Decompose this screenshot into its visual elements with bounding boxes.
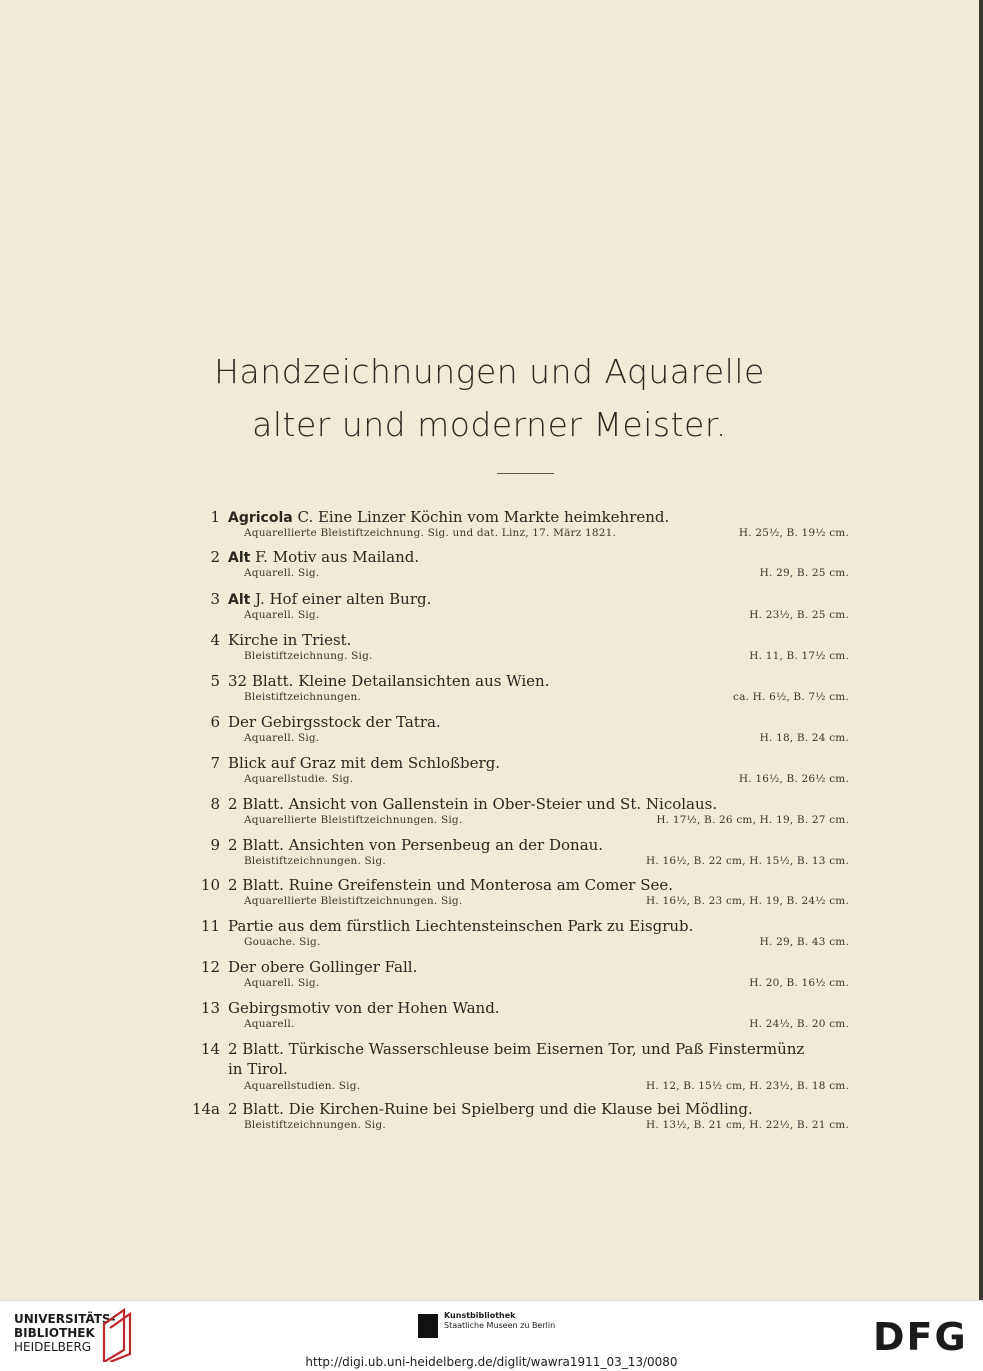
entry-dimensions: H. 18, B. 24 cm. bbox=[759, 732, 849, 744]
ub-logo-line-3: HEIDELBERG bbox=[14, 1340, 92, 1354]
entry-title-text: 2 Blatt. Ruine Greifenstein und Monterosa am Comer See. bbox=[228, 876, 674, 894]
dfg-logo[interactable]: DFG bbox=[873, 1315, 968, 1359]
entry-number: 6 bbox=[210, 713, 220, 731]
entry-title-text: 2 Blatt. Die Kirchen-Ruine bei Spielberg und die Klause bei Mödling. bbox=[228, 1100, 753, 1118]
kunstbibliothek-logo[interactable] bbox=[444, 1311, 555, 1331]
entry-number: 7 bbox=[210, 754, 220, 772]
entry-dimensions: H. 29, B. 25 cm. bbox=[759, 567, 849, 579]
entry-dimensions: H. 16½, B. 23 cm, H. 19, B. 24½ cm. bbox=[646, 895, 849, 907]
entry-title bbox=[228, 508, 669, 526]
entry-description: Aquarell. Sig. bbox=[244, 567, 320, 579]
page-title-line-2: alter und moderner Meister. bbox=[252, 405, 727, 444]
entry-title-text: Der obere Gollinger Fall. bbox=[228, 958, 418, 976]
entry-title bbox=[228, 548, 419, 566]
entry-title bbox=[228, 590, 431, 608]
entry-description: Aquarell. Sig. bbox=[244, 732, 320, 744]
entry-title-text: 2 Blatt. Ansichten von Persenbeug an der Donau. bbox=[228, 836, 604, 854]
entry-title-text: 2 Blatt. Ansicht von Gallenstein in Ober-Steier und St. Nicolaus. bbox=[228, 795, 718, 813]
entry-title bbox=[228, 917, 693, 935]
kb-logo-line-1: Kunstbibliothek bbox=[444, 1311, 516, 1320]
entry-title-text: Der Gebirgsstock der Tatra. bbox=[228, 713, 441, 731]
permalink-url[interactable]: http://digi.ub.uni-heidelberg.de/diglit/wawra1911_03_13/0080 bbox=[305, 1355, 678, 1369]
entry-title bbox=[228, 754, 500, 772]
entry-title-text: C. Eine Linzer Köchin vom Markte heimkehrend. bbox=[292, 508, 670, 526]
entry-number: 9 bbox=[210, 836, 220, 854]
ub-logo-line-2: BIBLIOTHEK bbox=[14, 1326, 95, 1340]
entry-title-text: Partie aus dem fürstlich Liechtensteinschen Park zu Eisgrub. bbox=[228, 917, 694, 935]
ub-logo-line-1: UNIVERSITÄTS- bbox=[14, 1312, 116, 1326]
entry-dimensions: H. 17½, B. 26 cm, H. 19, B. 27 cm. bbox=[656, 814, 849, 826]
entry-description: Bleistiftzeichnungen. Sig. bbox=[244, 855, 386, 867]
entry-dimensions: H. 25½, B. 19½ cm. bbox=[738, 527, 849, 539]
page-edge bbox=[979, 0, 983, 1300]
entry-description: Bleistiftzeichnungen. bbox=[244, 691, 361, 703]
entry-artist: Agricola bbox=[228, 510, 293, 526]
entry-dimensions: ca. H. 6½, B. 7½ cm. bbox=[733, 691, 849, 703]
entry-artist: Alt bbox=[228, 550, 251, 566]
entry-number: 3 bbox=[210, 590, 220, 608]
entry-dimensions: H. 16½, B. 26½ cm. bbox=[738, 773, 849, 785]
entry-number: 13 bbox=[200, 999, 220, 1017]
entry-description: Aquarellstudien. Sig. bbox=[244, 1080, 361, 1092]
entry-dimensions: H. 23½, B. 25 cm. bbox=[749, 609, 849, 621]
ub-book-icon bbox=[100, 1306, 136, 1362]
entry-title bbox=[228, 999, 500, 1017]
entry-description: Bleistiftzeichnung. Sig. bbox=[244, 650, 373, 662]
entry-title-text: F. Motiv aus Mailand. bbox=[250, 548, 420, 566]
entry-dimensions: H. 24½, B. 20 cm. bbox=[749, 1018, 849, 1030]
entry-title-text: Gebirgsmotiv von der Hohen Wand. bbox=[228, 999, 500, 1017]
entry-title-text: 2 Blatt. Türkische Wasserschleuse beim Eisernen Tor, und Paß Finstermünz bbox=[228, 1040, 805, 1058]
entry-title bbox=[228, 836, 603, 854]
entry-title-text: Blick auf Graz mit dem Schloßberg. bbox=[228, 754, 501, 772]
entry-title bbox=[228, 795, 717, 813]
entry-description: Aquarell. Sig. bbox=[244, 609, 320, 621]
entry-description: Aquarellierte Bleistiftzeichnungen. Sig. bbox=[244, 814, 463, 826]
entry-number: 2 bbox=[210, 548, 220, 566]
entry-dimensions: H. 29, B. 43 cm. bbox=[759, 936, 849, 948]
entry-description: Aquarellierte Bleistiftzeichnungen. Sig. bbox=[244, 895, 463, 907]
entry-description: Bleistiftzeichnungen. Sig. bbox=[244, 1119, 386, 1131]
entry-title bbox=[228, 876, 673, 894]
entry-title bbox=[228, 1040, 804, 1058]
entry-number: 14 bbox=[200, 1040, 220, 1058]
footer-divider bbox=[0, 1300, 983, 1301]
kunstbibliothek-logo-icon bbox=[418, 1314, 438, 1338]
entry-number: 12 bbox=[200, 958, 220, 976]
entry-dimensions: H. 12, B. 15½ cm, H. 23½, B. 18 cm. bbox=[646, 1080, 849, 1092]
entry-dimensions: H. 20, B. 16½ cm. bbox=[749, 977, 849, 989]
entry-dimensions: H. 13½, B. 21 cm, H. 22½, B. 21 cm. bbox=[646, 1119, 849, 1131]
entry-title bbox=[228, 1100, 753, 1118]
entry-description: Aquarellstudie. Sig. bbox=[244, 773, 354, 785]
entry-number: 10 bbox=[200, 876, 220, 894]
entry-dimensions: H. 16½, B. 22 cm, H. 15½, B. 13 cm. bbox=[646, 855, 849, 867]
entry-title bbox=[228, 713, 441, 731]
entry-description: Aquarellierte Bleistiftzeichnung. Sig. und dat. Linz, 17. März 1821. bbox=[244, 527, 617, 539]
entry-description: Aquarell. bbox=[244, 1018, 295, 1030]
entry-title bbox=[228, 631, 351, 649]
entry-title-text: Kirche in Triest. bbox=[228, 631, 352, 649]
entry-title bbox=[228, 672, 549, 690]
page-title-line-1: Handzeichnungen und Aquarelle bbox=[214, 352, 765, 391]
entry-title-text: 32 Blatt. Kleine Detailansichten aus Wien. bbox=[228, 672, 550, 690]
entry-number: 1 bbox=[210, 508, 220, 526]
kb-logo-line-2: Staatliche Museen zu Berlin bbox=[444, 1321, 556, 1330]
entry-dimensions: H. 11, B. 17½ cm. bbox=[749, 650, 849, 662]
title-divider bbox=[497, 473, 554, 474]
entry-title-text: J. Hof einer alten Burg. bbox=[250, 590, 432, 608]
entry-title-text-continued: in Tirol. bbox=[228, 1060, 288, 1078]
entry-title bbox=[228, 958, 417, 976]
entry-number: 14a bbox=[191, 1100, 220, 1118]
entry-description: Aquarell. Sig. bbox=[244, 977, 320, 989]
entry-artist: Alt bbox=[228, 592, 251, 608]
entry-description: Gouache. Sig. bbox=[244, 936, 321, 948]
entry-number: 5 bbox=[210, 672, 220, 690]
entry-number: 11 bbox=[200, 917, 220, 935]
entry-number: 8 bbox=[210, 795, 220, 813]
entry-number: 4 bbox=[210, 631, 220, 649]
